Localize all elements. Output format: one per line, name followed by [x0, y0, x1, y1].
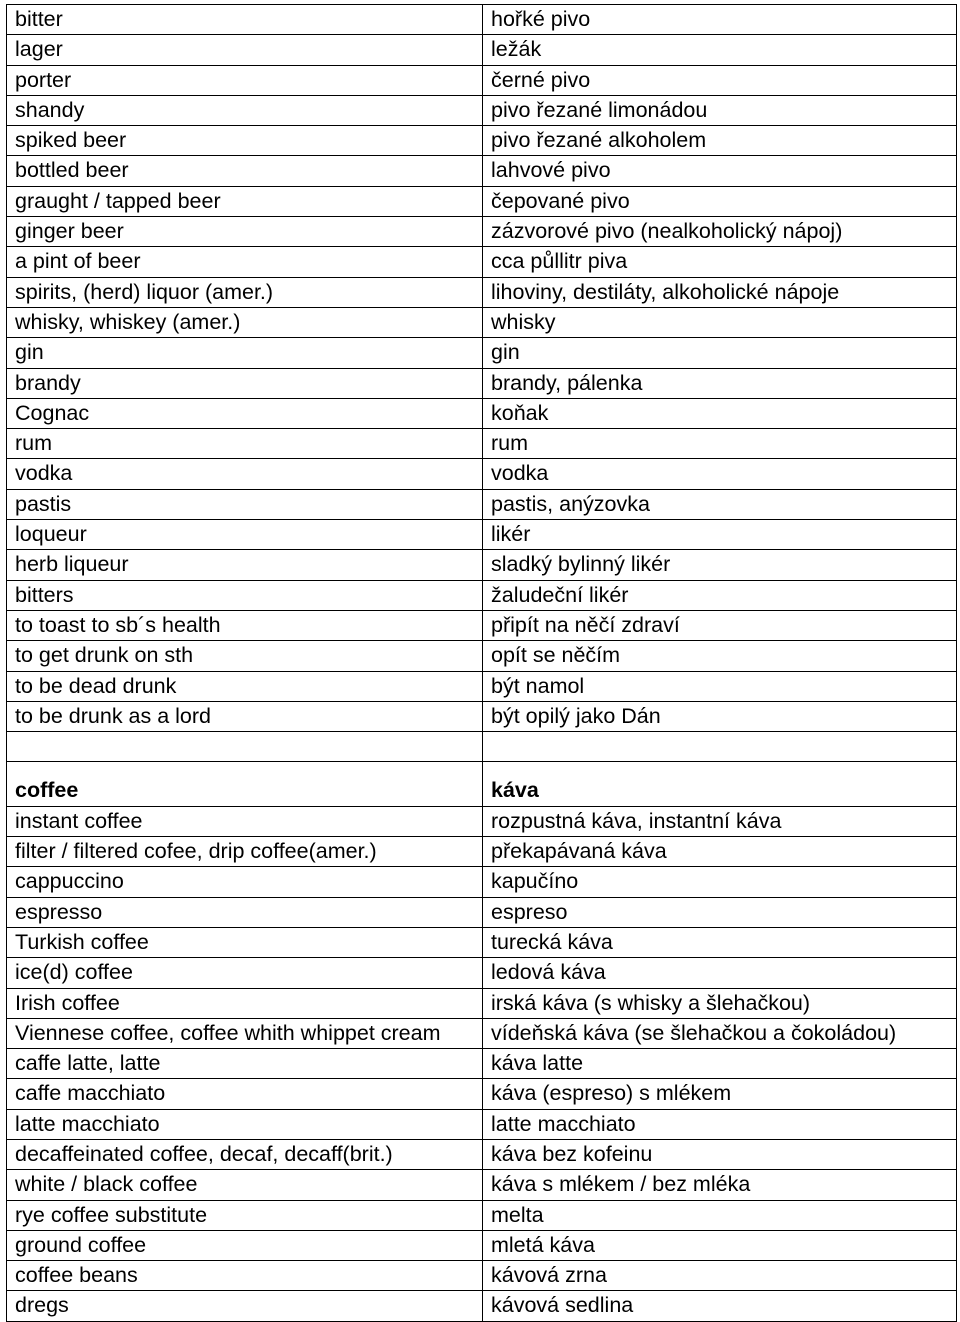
czech-translation: pastis, anýzovka [483, 489, 957, 519]
english-term: rye coffee substitute [7, 1200, 483, 1230]
english-term: espresso [7, 897, 483, 927]
czech-translation: káva latte [483, 1049, 957, 1079]
english-term: to toast to sb´s health [7, 610, 483, 640]
table-row [7, 368, 957, 398]
czech-translation: lihoviny, destiláty, alkoholické nápoje [483, 277, 957, 307]
table-row [7, 927, 957, 957]
czech-translation: kávová sedlina [483, 1291, 957, 1321]
czech-translation: whisky [483, 307, 957, 337]
table-row [7, 156, 957, 186]
czech-translation: káva (espreso) s mlékem [483, 1079, 957, 1109]
english-term: vodka [7, 459, 483, 489]
table-row [7, 1109, 957, 1139]
table-row [7, 1049, 957, 1079]
table-row [7, 897, 957, 927]
czech-translation: pivo řezané alkoholem [483, 126, 957, 156]
english-term: spiked beer [7, 126, 483, 156]
english-term: instant coffee [7, 806, 483, 836]
english-term: to get drunk on sth [7, 641, 483, 671]
english-term: ground coffee [7, 1230, 483, 1260]
czech-translation: melta [483, 1200, 957, 1230]
english-term: Turkish coffee [7, 927, 483, 957]
table-row [7, 186, 957, 216]
table-row [7, 489, 957, 519]
table-row [7, 126, 957, 156]
english-term: bitter [7, 5, 483, 35]
english-term: Cognac [7, 398, 483, 428]
table-row [7, 5, 957, 35]
table-row [7, 988, 957, 1018]
english-term: latte macchiato [7, 1109, 483, 1139]
english-term: brandy [7, 368, 483, 398]
english-term: dregs [7, 1291, 483, 1321]
czech-translation: kávová zrna [483, 1261, 957, 1291]
section-heading-cz: káva [483, 762, 957, 806]
czech-translation: překapávaná káva [483, 837, 957, 867]
table-row [7, 671, 957, 701]
table-row [7, 1170, 957, 1200]
table-row [7, 1139, 957, 1169]
english-term: filter / filtered cofee, drip coffee(amer.) [7, 837, 483, 867]
english-term: white / black coffee [7, 1170, 483, 1200]
table-row [7, 550, 957, 580]
english-term: to be dead drunk [7, 671, 483, 701]
table-row [7, 1261, 957, 1291]
english-term: Irish coffee [7, 988, 483, 1018]
czech-translation: irská káva (s whisky a šlehačkou) [483, 988, 957, 1018]
czech-translation: hořké pivo [483, 5, 957, 35]
czech-translation: kapučíno [483, 867, 957, 897]
czech-translation: brandy, pálenka [483, 368, 957, 398]
table-row [7, 867, 957, 897]
czech-translation: ledová káva [483, 958, 957, 988]
english-term: decaffeinated coffee, decaf, decaff(brit.) [7, 1139, 483, 1169]
table-row [7, 95, 957, 125]
table-row [7, 520, 957, 550]
english-term: rum [7, 429, 483, 459]
table-row [7, 806, 957, 836]
czech-translation: cca půllitr piva [483, 247, 957, 277]
english-term: a pint of beer [7, 247, 483, 277]
english-term: shandy [7, 95, 483, 125]
table-row [7, 1079, 957, 1109]
blank-separator-row [7, 732, 957, 762]
czech-translation: žaludeční likér [483, 580, 957, 610]
english-term: to be drunk as a lord [7, 701, 483, 731]
english-term: porter [7, 65, 483, 95]
czech-translation: lahvové pivo [483, 156, 957, 186]
czech-translation: espreso [483, 897, 957, 927]
english-term: loqueur [7, 520, 483, 550]
table-row [7, 958, 957, 988]
english-term: spirits, (herd) liquor (amer.) [7, 277, 483, 307]
english-term: gin [7, 338, 483, 368]
czech-translation: koňak [483, 398, 957, 428]
czech-translation: turecká káva [483, 927, 957, 957]
table-row [7, 1200, 957, 1230]
czech-translation: mletá káva [483, 1230, 957, 1260]
table-row [7, 580, 957, 610]
english-term: coffee beans [7, 1261, 483, 1291]
table-row [7, 641, 957, 671]
table-row [7, 837, 957, 867]
english-term: herb liqueur [7, 550, 483, 580]
english-term: graught / tapped beer [7, 186, 483, 216]
english-term: Viennese coffee, coffee whith whippet cream [7, 1018, 483, 1048]
czech-translation: vídeňská káva (se šlehačkou a čokoládou) [483, 1018, 957, 1048]
czech-translation: opít se něčím [483, 641, 957, 671]
english-term: lager [7, 35, 483, 65]
czech-translation: černé pivo [483, 65, 957, 95]
czech-translation: káva bez kofeinu [483, 1139, 957, 1169]
english-term: caffe macchiato [7, 1079, 483, 1109]
table-row [7, 398, 957, 428]
english-term: caffe latte, latte [7, 1049, 483, 1079]
table-row [7, 610, 957, 640]
vocabulary-table-body [7, 5, 957, 1322]
table-row [7, 277, 957, 307]
table-row [7, 65, 957, 95]
english-term: ice(d) coffee [7, 958, 483, 988]
czech-translation: být namol [483, 671, 957, 701]
vocabulary-table [6, 4, 957, 1322]
empty-cell [483, 732, 957, 762]
table-row [7, 307, 957, 337]
czech-translation: rozpustná káva, instantní káva [483, 806, 957, 836]
czech-translation: ležák [483, 35, 957, 65]
czech-translation: vodka [483, 459, 957, 489]
table-row [7, 429, 957, 459]
table-row [7, 247, 957, 277]
table-row [7, 701, 957, 731]
table-row [7, 338, 957, 368]
czech-translation: káva s mlékem / bez mléka [483, 1170, 957, 1200]
table-row [7, 1230, 957, 1260]
czech-translation: gin [483, 338, 957, 368]
table-row [7, 35, 957, 65]
empty-cell [7, 732, 483, 762]
english-term: cappuccino [7, 867, 483, 897]
table-row [7, 1291, 957, 1321]
table-row [7, 459, 957, 489]
table-row [7, 1018, 957, 1048]
table-row [7, 217, 957, 247]
section-heading-row [7, 762, 957, 806]
english-term: bottled beer [7, 156, 483, 186]
czech-translation: latte macchiato [483, 1109, 957, 1139]
czech-translation: rum [483, 429, 957, 459]
english-term: bitters [7, 580, 483, 610]
english-term: whisky, whiskey (amer.) [7, 307, 483, 337]
czech-translation: pivo řezané limonádou [483, 95, 957, 125]
czech-translation: být opilý jako Dán [483, 701, 957, 731]
english-term: pastis [7, 489, 483, 519]
section-heading-en: coffee [7, 762, 483, 806]
english-term: ginger beer [7, 217, 483, 247]
czech-translation: připít na něčí zdraví [483, 610, 957, 640]
czech-translation: sladký bylinný likér [483, 550, 957, 580]
czech-translation: čepované pivo [483, 186, 957, 216]
czech-translation: zázvorové pivo (nealkoholický nápoj) [483, 217, 957, 247]
czech-translation: likér [483, 520, 957, 550]
